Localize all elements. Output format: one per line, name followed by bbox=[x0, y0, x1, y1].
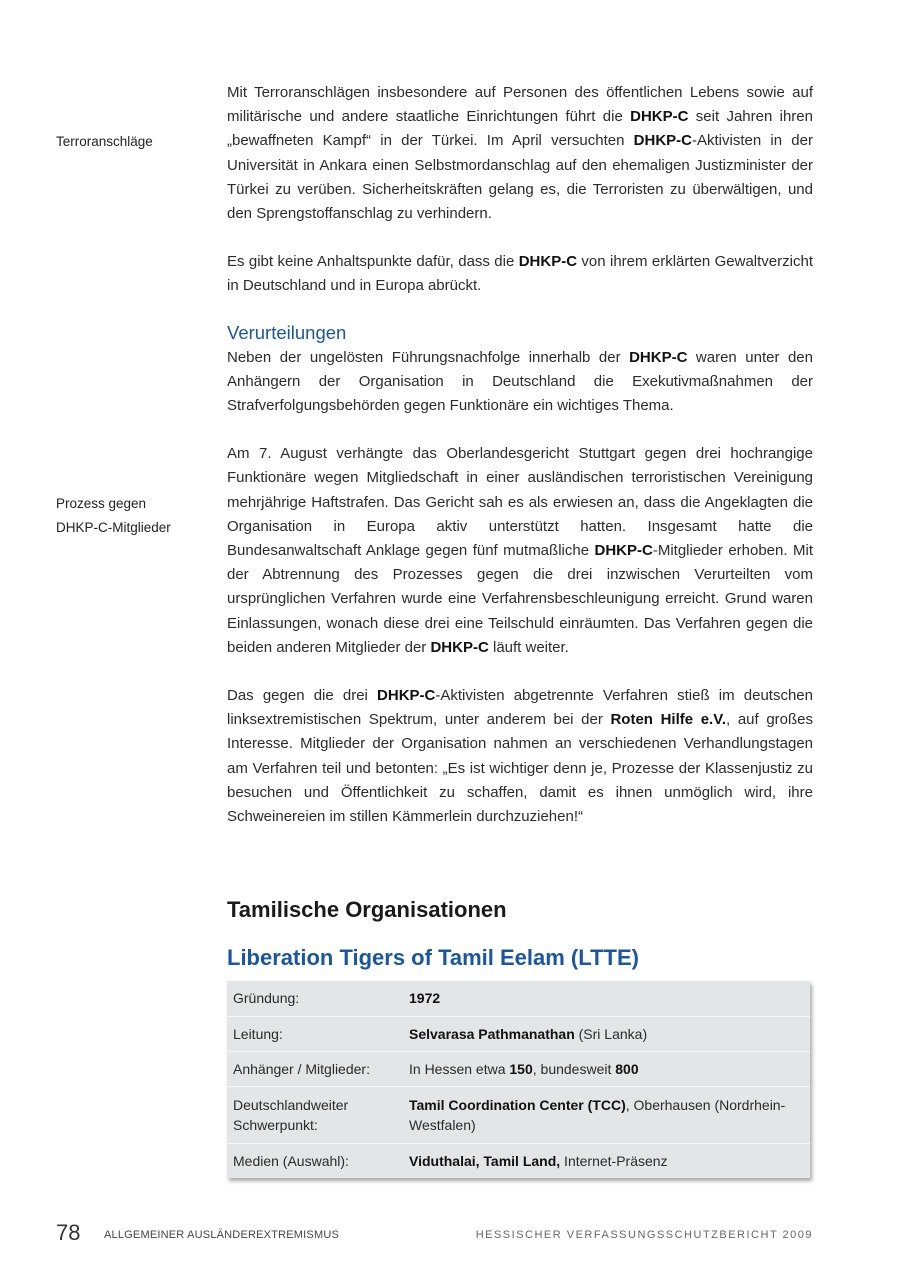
table-row bbox=[227, 1051, 810, 1086]
row-value: 1972 bbox=[403, 981, 810, 1016]
row-value: Selvarasa Pathmanathan (Sri Lanka) bbox=[403, 1016, 810, 1051]
section-title: Tamilische Organisationen bbox=[227, 897, 507, 922]
organization-info-table bbox=[227, 981, 810, 1178]
table-row bbox=[227, 1143, 810, 1178]
margin-note-prozess bbox=[56, 492, 171, 540]
row-value: Tamil Coordination Center (TCC), Oberhausen (Nordrhein-Westfalen) bbox=[403, 1086, 810, 1143]
paragraph-fuehrungsnachfolge: Neben der ungelösten Führungsnachfolge innerhalb der DHKP-C waren unter den Anhängern der Organisation in Deutschland die Exekutivmaßnahmen der Strafverfolgungsbehörden gegen Funktionäre ein wichtiges Thema. bbox=[227, 348, 813, 415]
table-row bbox=[227, 1016, 810, 1051]
row-label: Medien (Auswahl): bbox=[233, 1152, 349, 1169]
margin-note-prozess-line2: DHKP-C-Mitglieder bbox=[56, 520, 171, 535]
page-number: 78 bbox=[56, 1220, 81, 1245]
paragraph-linksextremismus: Das gegen die drei DHKP-C-Aktivisten abgetrennte Verfahren stieß im deutschen linksextremistischen Spektrum, unter anderem bei der Roten Hilfe e.V., auf großes Interesse. Mitglieder der Organisation nahmen an verschiedenen Verhandlungstagen am Verfahren teil und betonten: „Es ist wichtiger denn je, Prozesse der Klassenjustiz zu besuchen und Öffentlichkeit zu schaffen, damit es ihnen unmöglich wird, ihre Schweinereien im stillen Kämmerlein durchzuziehen!“ bbox=[227, 687, 813, 826]
row-label: Leitung: bbox=[227, 1016, 403, 1051]
paragraph-gewaltverzicht: Es gibt keine Anhaltspunkte dafür, dass die DHKP-C von ihrem erklärten Gewaltverzicht in Deutschland und in Europa abrückt. bbox=[227, 253, 813, 295]
organization-title: Liberation Tigers of Tamil Eelam (LTTE) bbox=[227, 945, 639, 970]
row-value: In Hessen etwa 150, bundesweit 800 bbox=[403, 1051, 810, 1086]
footer-report-title: HESSISCHER VERFASSUNGSSCHUTZBERICHT 2009 bbox=[475, 1229, 813, 1241]
table-row bbox=[227, 1086, 810, 1143]
footer-chapter: ALLGEMEINER AUSLÄNDEREXTREMISMUS bbox=[104, 1229, 340, 1241]
margin-note-prozess-line1: Prozess gegen bbox=[56, 496, 147, 511]
paragraph-urteil: Am 7. August verhängte das Oberlandesgericht Stuttgart gegen drei hochrangige Funktionäre wegen Mitgliedschaft in einer ausländischen terroristischen Vereinigung mehrjährige Haftstrafen. Das Gericht sah es als erwiesen an, dass die Angeklagten die Organisation in Europa aktiv unterstützt hatten. Insgesamt hatte die Bundesanwaltschaft Anklage gegen fünf mutmaßliche DHKP-C-Mitglieder erhoben. Mit der Abtrennung des Prozesses gegen die drei inzwischen Verurteilten vom ursprünglichen Verfahren wurde eine Verfahrensbeschleunigung erreicht. Grund waren Einlassungen, wonach diese drei eine Teilschuld einräumten. Das Verfahren gegen die beiden anderen Mitglieder der DHKP-C läuft weiter. bbox=[227, 445, 813, 656]
row-value: Viduthalai, Tamil Land, Internet-Präsenz bbox=[409, 1152, 668, 1169]
subheading-verurteilungen: Verurteilungen bbox=[227, 321, 347, 343]
row-label: Gründung: bbox=[227, 981, 403, 1016]
main-content bbox=[227, 81, 813, 829]
table-row bbox=[227, 981, 810, 1016]
row-label: Deutschlandweiter Schwerpunkt: bbox=[227, 1086, 403, 1143]
row-label: Anhänger / Mitglieder: bbox=[227, 1051, 403, 1086]
margin-note-terroranschlaege: Terroranschläge bbox=[56, 134, 153, 149]
paragraph-terror: Mit Terroranschlägen insbesondere auf Personen des öffentlichen Lebens sowie auf militärische und andere staatliche Einrichtungen führt die DHKP-C seit Jahren ihren „bewaffneten Kampf“ in der Türkei. Im April versuchten DHKP-C-Aktivisten in der Universität in Ankara einen Selbstmordanschlag auf den ehemaligen Justizminister der Türkei zu verüben. Sicherheitskräften gelang es, die Terroristen zu überwältigen, und den Sprengstoffanschlag zu verhindern. bbox=[227, 84, 813, 223]
